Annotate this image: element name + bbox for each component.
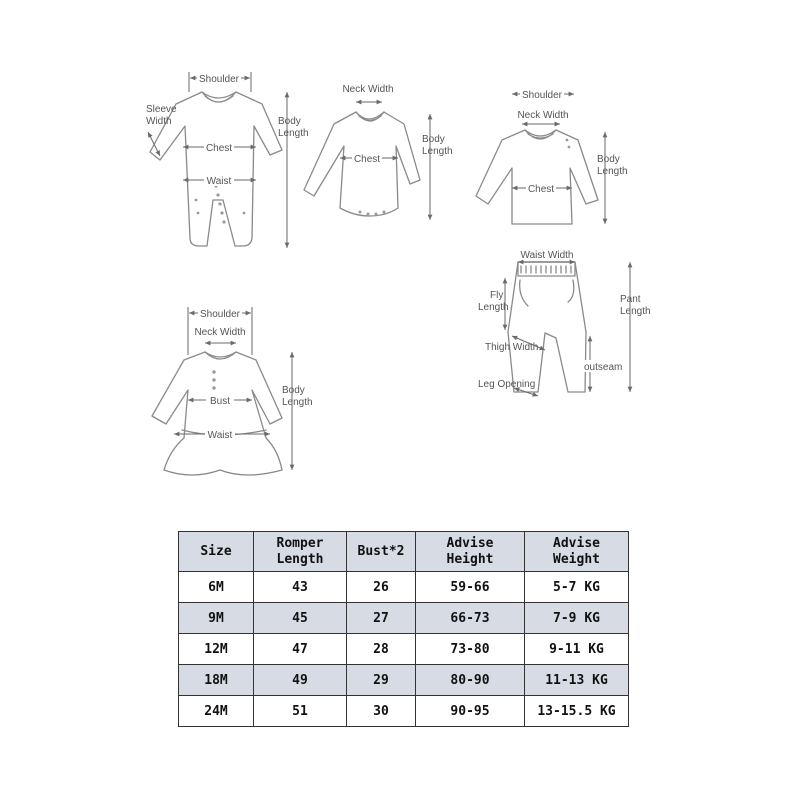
cell-size: 12M bbox=[179, 634, 254, 665]
header-advise-height: Advise Height bbox=[416, 532, 525, 572]
pants-leg-opening-label: Leg Opening bbox=[478, 379, 536, 390]
table-row bbox=[179, 696, 629, 727]
cell-height: 66-73 bbox=[416, 603, 525, 634]
cell-size: 9M bbox=[179, 603, 254, 634]
dress-bust-label: Bust bbox=[209, 396, 231, 407]
pants-fly-label-1: Fly bbox=[490, 290, 504, 301]
pants-fly-label-2: Length bbox=[478, 302, 509, 313]
romper-sleeve-label-1: Sleeve bbox=[146, 104, 177, 115]
top-collar bbox=[525, 130, 556, 139]
table-row bbox=[179, 634, 629, 665]
cell-bust: 27 bbox=[347, 603, 416, 634]
dress-outline bbox=[152, 352, 282, 475]
cell-size: 18M bbox=[179, 665, 254, 696]
dress-waist-label: Waist bbox=[207, 430, 233, 441]
pants-thigh-label: Thigh Width bbox=[485, 342, 539, 353]
dress-diagram bbox=[152, 307, 313, 475]
bodysuit-chest-label: Chest bbox=[353, 154, 381, 165]
pants-diagram bbox=[478, 250, 651, 396]
romper-chest-label: Chest bbox=[205, 143, 233, 154]
cell-weight: 5-7 KG bbox=[525, 572, 629, 603]
dress-body-label-1: Body bbox=[282, 385, 305, 396]
romper-sleeve-label-2: Width bbox=[146, 116, 172, 127]
cell-weight: 13-15.5 KG bbox=[525, 696, 629, 727]
cell-romper-length: 49 bbox=[254, 665, 347, 696]
dress-neck-label: Neck Width bbox=[194, 327, 246, 338]
pants-outseam-label: outseam bbox=[584, 362, 623, 373]
dress-collar bbox=[205, 352, 236, 359]
bodysuit-body-label-2: Length bbox=[422, 146, 453, 157]
cell-romper-length: 51 bbox=[254, 696, 347, 727]
cell-size: 6M bbox=[179, 572, 254, 603]
header-advise-weight: Advise Weight bbox=[525, 532, 629, 572]
size-chart-table bbox=[178, 531, 629, 727]
romper-diagram bbox=[146, 72, 309, 248]
cell-romper-length: 47 bbox=[254, 634, 347, 665]
header-bust: Bust*2 bbox=[347, 532, 416, 572]
cell-bust: 28 bbox=[347, 634, 416, 665]
pants-pant-label-2: Length bbox=[620, 306, 651, 317]
dress-body-label-2: Length bbox=[282, 397, 313, 408]
romper-shoulder-label: Shoulder bbox=[198, 74, 240, 85]
top-diagram bbox=[476, 88, 628, 224]
cell-weight: 11-13 KG bbox=[525, 665, 629, 696]
cell-bust: 26 bbox=[347, 572, 416, 603]
cell-height: 80-90 bbox=[416, 665, 525, 696]
romper-collar bbox=[202, 92, 236, 102]
top-outline bbox=[476, 130, 598, 224]
cell-romper-length: 43 bbox=[254, 572, 347, 603]
cell-height: 90-95 bbox=[416, 696, 525, 727]
table-row bbox=[179, 603, 629, 634]
cell-weight: 7-9 KG bbox=[525, 603, 629, 634]
dress-shoulder-label: Shoulder bbox=[199, 309, 241, 320]
top-body-label-1: Body bbox=[597, 154, 620, 165]
header-romper-length: Romper Length bbox=[254, 532, 347, 572]
cell-height: 73-80 bbox=[416, 634, 525, 665]
top-chest-label: Chest bbox=[527, 184, 555, 195]
bodysuit-neck-label: Neck Width bbox=[342, 84, 394, 95]
cell-weight: 9-11 KG bbox=[525, 634, 629, 665]
table-header-row bbox=[179, 532, 629, 572]
table-row bbox=[179, 572, 629, 603]
romper-body-label-2: Length bbox=[278, 128, 309, 139]
bodysuit-collar bbox=[356, 112, 384, 121]
cell-bust: 30 bbox=[347, 696, 416, 727]
top-neck-label: Neck Width bbox=[517, 110, 569, 121]
bodysuit-diagram bbox=[304, 84, 453, 220]
romper-body-label-1: Body bbox=[278, 116, 301, 127]
cell-bust: 29 bbox=[347, 665, 416, 696]
bodysuit-body-label-1: Body bbox=[422, 134, 445, 145]
cell-romper-length: 45 bbox=[254, 603, 347, 634]
top-shoulder-label: Shoulder bbox=[521, 90, 563, 101]
pants-pant-label-1: Pant bbox=[620, 294, 641, 305]
table-row bbox=[179, 665, 629, 696]
cell-size: 24M bbox=[179, 696, 254, 727]
top-body-label-2: Length bbox=[597, 166, 628, 177]
header-size: Size bbox=[179, 532, 254, 572]
cell-height: 59-66 bbox=[416, 572, 525, 603]
pants-waist-label: Waist Width bbox=[520, 250, 574, 261]
romper-waist-label: Waist bbox=[206, 176, 232, 187]
